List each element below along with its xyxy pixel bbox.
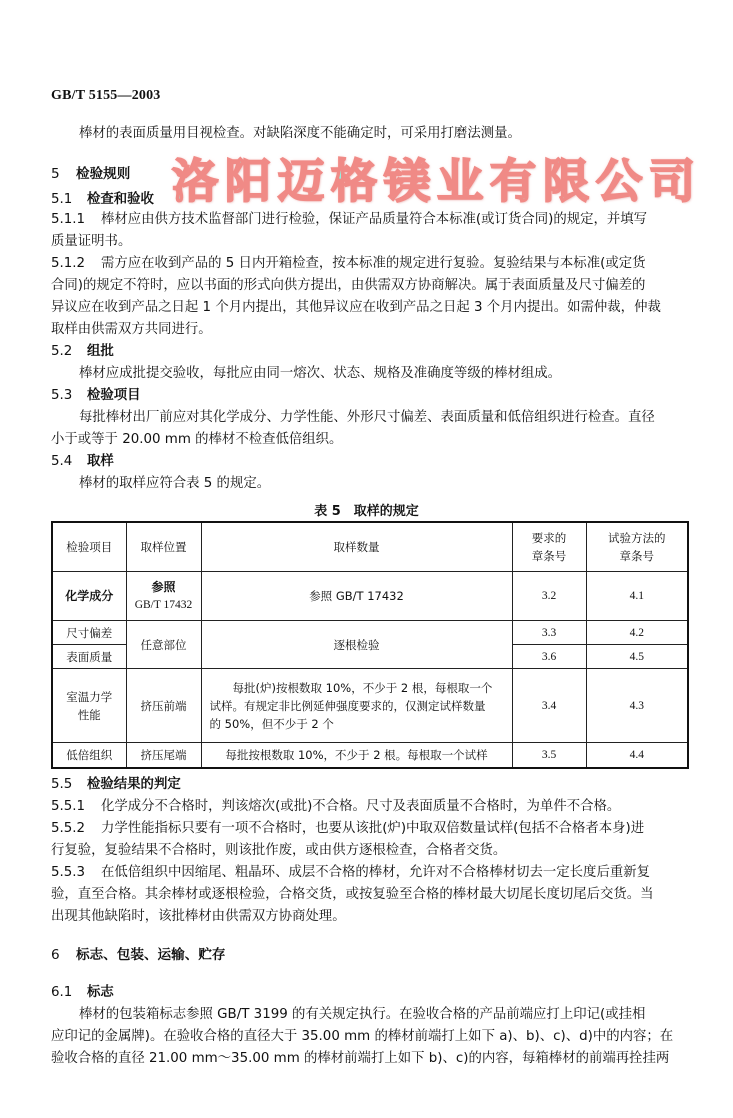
section-5-3-line-1: 每批棒材出厂前应对其化学成分、力学性能、外形尺寸偏差、表面质量和低倍组织进行检查。直径: [79, 410, 655, 425]
section-6-1-line-1: 棒材的包装箱标志参照 GB/T 3199 的有关规定执行。在验收合格的产品前端应打上印记(或挂相: [79, 1007, 646, 1022]
header-method-clause: 试验方法的 章条号: [586, 522, 688, 572]
cell-quantity: 每批按根数取 10%，不少于 2 根。每根取一个试样: [201, 743, 512, 769]
header-req-clause: 要求的 章条号: [512, 522, 586, 572]
cell-item: 室温力学 性能: [52, 669, 126, 743]
section-6-heading: 6 标志、包装、运输、贮存: [51, 947, 226, 963]
cell-method: 4.2: [586, 621, 688, 645]
section-5-3-line-2: 小于或等于 20.00 mm 的棒材不检查低倍组织。: [51, 432, 343, 447]
cell-item: 化学成分: [52, 572, 126, 621]
cell-item: 表面质量: [52, 645, 126, 669]
section-5-2-heading: 5.2 组批: [51, 344, 114, 359]
clause-5-1-1-line-2: 质量证明书。: [51, 234, 132, 249]
cell-quantity: 逐根检验: [201, 621, 512, 669]
section-6-1-heading: 6.1 标志: [51, 985, 114, 1000]
intro-paragraph: 棒材的表面质量用目视检查。对缺陷深度不能确定时，可采用打磨法测量。: [79, 126, 521, 141]
clause-5-5-2-line-2: 行复验，复验结果不合格时，则该批作废，或由供方逐根检查，合格者交货。: [51, 843, 507, 858]
clause-5-1-2-line-4: 取样由供需双方共同进行。: [51, 322, 212, 337]
clause-5-1-2-line-3: 异议应在收到产品之日起 1 个月内提出，其他异议应在收到产品之日起 3 个月内提出。如需仲裁，仲裁: [51, 300, 661, 315]
clause-5-5-2-line-1: 5.5.2 力学性能指标只要有一项不合格时，也要从该批(炉)中取双倍数量试样(包括不合格者本身)进: [51, 821, 645, 836]
section-6-1-line-3: 验收合格的直径 21.00 mm～35.00 mm 的棒材前端打上如下 b)、c)的内容，每箱棒材的前端再拴挂两: [51, 1051, 670, 1066]
table-row: [52, 669, 688, 743]
standard-code: GB/T 5155—2003: [51, 88, 161, 103]
cell-method: 4.3: [586, 669, 688, 743]
cell-req: 3.3: [512, 621, 586, 645]
section-5-heading: 5 检验规则: [51, 166, 131, 182]
cell-position: 挤压尾端: [126, 743, 201, 769]
header-item: 检验项目: [52, 522, 126, 572]
section-5-5-heading: 5.5 检验结果的判定: [51, 777, 181, 792]
section-5-4-body: 棒材的取样应符合表 5 的规定。: [79, 476, 271, 491]
table-5-caption: 表 5 取样的规定: [314, 504, 419, 519]
cell-item: 尺寸偏差: [52, 621, 126, 645]
cell-position: 任意部位: [126, 621, 201, 669]
clause-5-5-3-line-2: 验，直至合格。其余棒材或逐根检验，合格交货，或按复验至合格的棒材最大切尾长度切尾后交货。当: [51, 887, 654, 902]
cell-item: 低倍组织: [52, 743, 126, 769]
clause-5-1-2-line-1: 5.1.2 需方应在收到产品的 5 日内开箱检查，按本标准的规定进行复验。复验结果与本标准(或定货: [51, 256, 646, 271]
clause-5-1-1-line-1: 5.1.1 棒材应由供方技术监督部门进行检验，保证产品质量符合本标准(或订货合同)的规定，并填写: [51, 212, 648, 227]
cell-position: 参照 GB/T 17432: [126, 572, 201, 621]
cell-req: 3.2: [512, 572, 586, 621]
header-position: 取样位置: [126, 522, 201, 572]
table-row: [52, 621, 688, 645]
clause-5-5-3-line-3: 出现其他缺陷时，该批棒材由供需双方协商处理。: [51, 909, 346, 924]
clause-5-5-3-line-1: 5.5.3 在低倍组织中因缩尾、粗晶环、成层不合格的棒材，允许对不合格棒材切去一定长度后重新复: [51, 865, 651, 880]
cell-quantity: 每批(炉)按根数取 10%，不少于 2 根，每根取一个 试样。有规定非比例延伸强度要求的，仅测定试样数量 的 50%，但不少于 2 个: [201, 669, 512, 743]
sampling-table: [51, 521, 689, 769]
section-6-1-line-2: 应印记的金属牌)。在验收合格的直径大于 35.00 mm 的棒材前端打上如下 a)、b)、c)、d)中的内容；在: [51, 1029, 674, 1044]
header-quantity: 取样数量: [201, 522, 512, 572]
cell-req: 3.6: [512, 645, 586, 669]
cell-quantity: 参照 GB/T 17432: [201, 572, 512, 621]
clause-5-5-1: 5.5.1 化学成分不合格时，判该熔次(或批)不合格。尺寸及表面质量不合格时，为单件不合格。: [51, 799, 621, 814]
table-row: [52, 743, 688, 769]
section-5-4-heading: 5.4 取样: [51, 454, 114, 469]
section-5-3-heading: 5.3 检验项目: [51, 388, 141, 403]
cell-method: 4.4: [586, 743, 688, 769]
cell-req: 3.4: [512, 669, 586, 743]
cell-req: 3.5: [512, 743, 586, 769]
section-5-1-heading: 5.1 检查和验收: [51, 192, 154, 207]
company-watermark: 洛阳迈格镁业有限公司: [172, 154, 702, 208]
section-5-2-body: 棒材应成批提交验收，每批应由同一熔次、状态、规格及准确度等级的棒材组成。: [79, 366, 562, 381]
cell-position: 挤压前端: [126, 669, 201, 743]
cell-method: 4.1: [586, 572, 688, 621]
table-row: [52, 572, 688, 621]
cell-method: 4.5: [586, 645, 688, 669]
table-header-row: [52, 522, 688, 572]
clause-5-1-2-line-2: 合同)的规定不符时，应以书面的形式向供方提出，由供需双方协商解决。属于表面质量及尺寸偏差的: [51, 278, 646, 293]
